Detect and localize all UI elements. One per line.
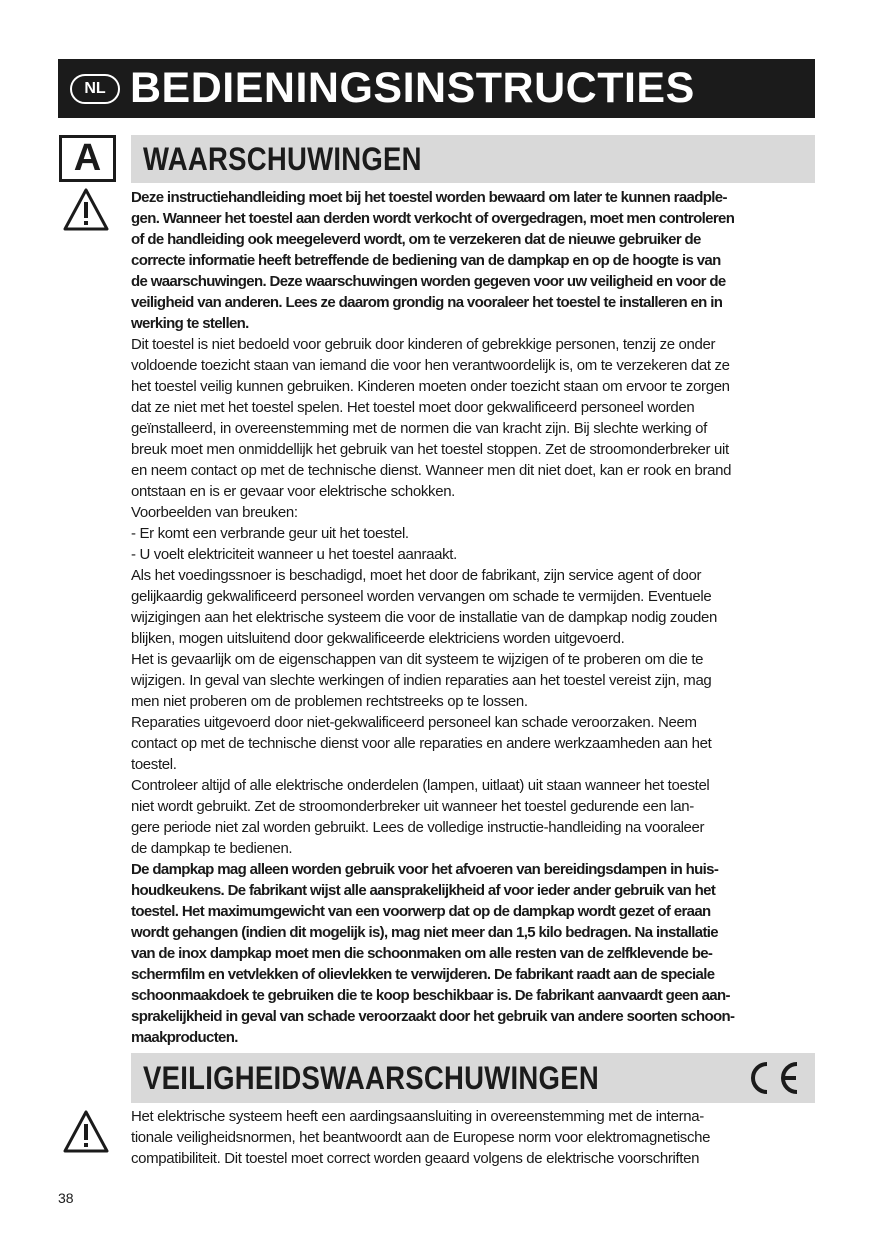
paragraph-line: toestel. Het maximumgewicht van een voorwerp dat op de dampkap wordt gezet of eraan (131, 903, 711, 920)
paragraph-line: geïnstalleerd, in overeenstemming met de normen die van kracht zijn. Bij slechte werking of (131, 420, 707, 437)
paragraph-line: dat ze niet met het toestel spelen. Het toestel moet door gekwalificeerd personeel worden (131, 399, 695, 416)
paragraph-line: gere periode niet zal worden gebruikt. Lees de volledige instructie-handleiding na vooraleer (131, 819, 705, 836)
warning-triangle-icon (62, 1109, 110, 1155)
page-title: BEDIENINGSINSTRUCTIES (130, 64, 695, 112)
paragraph-line: maakproducten. (131, 1029, 238, 1046)
paragraph-line: Het is gevaarlijk om de eigenschappen van dit systeem te wijzigen of te proberen om die te (131, 651, 704, 668)
paragraph-line: wijzigingen aan het elektrische systeem die voor de installatie van de dampkap nodig zouden (131, 609, 718, 626)
paragraph-line: gen. Wanneer het toestel aan derden wordt verkocht of overgedragen, moet men controleren (131, 210, 735, 227)
section-title-safety-warnings: VEILIGHEIDSWAARSCHUWINGEN (143, 1059, 599, 1096)
paragraph-line: men niet proberen om de problemen rechtstreeks op te lossen. (131, 693, 528, 710)
paragraph-line: en neem contact op met de technische dienst. Wanneer men dit niet doet, kan er rook en brand (131, 462, 732, 479)
paragraph-line: de dampkap te bedienen. (131, 840, 293, 857)
section-letter-box: A (59, 135, 116, 182)
paragraph-line: tionale veiligheidsnormen, het beantwoordt aan de Europese norm voor elektromagnetische (131, 1129, 711, 1146)
page-number: 38 (58, 1190, 74, 1206)
paragraph-line: schoonmaakdoek te gebruiken die te koop beschikbaar is. De fabrikant aanvaardt geen aan- (131, 987, 730, 1004)
paragraph-line: contact op met de technische dienst voor alle reparaties en andere werkzaamheden aan het (131, 735, 712, 752)
paragraph-line: het toestel veilig kunnen gebruiken. Kinderen moeten onder toezicht staan om ervoor te zorgen (131, 378, 730, 395)
paragraph-line: Controleer altijd of alle elektrische onderdelen (lampen, uitlaat) uit staan wanneer het toestel (131, 777, 710, 794)
paragraph-line: werking te stellen. (131, 315, 249, 332)
paragraph-line: wordt gehangen (indien dit mogelijk is), mag niet meer dan 1,5 kilo bedragen. Na installatie (131, 924, 718, 941)
paragraph-line: sprakelijkheid in geval van schade veroorzaakt door het gebruik van andere soorten schoon- (131, 1008, 735, 1025)
paragraph-line: compatibiliteit. Dit toestel moet correct worden geaard volgens de elektrische voorschriften (131, 1150, 700, 1167)
section-title-warnings: WAARSCHUWINGEN (143, 140, 422, 177)
language-badge: NL (70, 74, 120, 104)
warnings-text-block (131, 187, 815, 1048)
paragraph-line: houdkeukens. De fabrikant wijst alle aansprakelijkheid af voor ieder ander gebruik van het (131, 882, 716, 899)
warning-triangle-icon (62, 187, 110, 233)
paragraph-line: Reparaties uitgevoerd door niet-gekwalificeerd personeel kan schade veroorzaken. Neem (131, 714, 697, 731)
paragraph-line: - Er komt een verbrande geur uit het toestel. (131, 525, 409, 542)
paragraph-line: Dit toestel is niet bedoeld voor gebruik door kinderen of gebrekkige personen, tenzij ze onder (131, 336, 716, 353)
paragraph-line: breuk moet men onmiddellijk het gebruik van het toestel stoppen. Zet de stroomonderbreker uit (131, 441, 729, 458)
safety-text-block (131, 1106, 815, 1169)
section-heading-bar (131, 135, 815, 183)
paragraph-line: niet wordt gebruikt. Zet de stroomonderbreker uit wanneer het toestel gedurende een lan- (131, 798, 694, 815)
paragraph-line: van de inox dampkap moet men die schoonmaken om alle resten van de zelfklevende be- (131, 945, 713, 962)
paragraph-line: blijken, mogen uitsluitend door gekwalificeerde elektriciens worden uitgevoerd. (131, 630, 625, 647)
ce-mark-icon (743, 1059, 803, 1097)
paragraph-line: wijzigen. In geval van slechte werkingen of indien reparaties aan het toestel vereist zijn, mag (131, 672, 712, 689)
paragraph-line: correcte informatie heeft betreffende de bediening van de dampkap en op de hoogte is van (131, 252, 721, 269)
paragraph-line: Deze instructiehandleiding moet bij het toestel worden bewaard om later te kunnen raadple- (131, 189, 727, 206)
paragraph-line: voldoende toezicht staan van iemand die voor hen verantwoordelijk is, om te verzekeren dat ze (131, 357, 730, 374)
paragraph-line: Het elektrische systeem heeft een aardingsaansluiting in overeenstemming met de interna- (131, 1108, 704, 1125)
section-heading-bar (131, 1053, 815, 1103)
paragraph-line: schermfilm en vetvlekken of olievlekken te verwijderen. De fabrikant raadt aan de speciale (131, 966, 715, 983)
paragraph-line: De dampkap mag alleen worden gebruik voor het afvoeren van bereidingsdampen in huis- (131, 861, 719, 878)
paragraph-line: toestel. (131, 756, 177, 773)
header-bar (58, 59, 815, 118)
paragraph-line: gelijkaardig gekwalificeerd personeel worden vervangen om schade te vermijden. Eventuele (131, 588, 712, 605)
paragraph-line: of de handleiding ook meegeleverd wordt, om te verzekeren dat de nieuwe gebruiker de (131, 231, 701, 248)
paragraph-line: Voorbeelden van breuken: (131, 504, 298, 521)
paragraph-line: de waarschuwingen. Deze waarschuwingen worden gegeven voor uw veiligheid en voor de (131, 273, 726, 290)
paragraph-line: - U voelt elektriciteit wanneer u het toestel aanraakt. (131, 546, 457, 563)
paragraph-line: Als het voedingssnoer is beschadigd, moet het door de fabrikant, zijn service agent of door (131, 567, 702, 584)
paragraph-line: veiligheid van anderen. Lees ze daarom grondig na vooraleer het toestel te installeren en in (131, 294, 723, 311)
paragraph-line: ontstaan en is er gevaar voor elektrische schokken. (131, 483, 456, 500)
